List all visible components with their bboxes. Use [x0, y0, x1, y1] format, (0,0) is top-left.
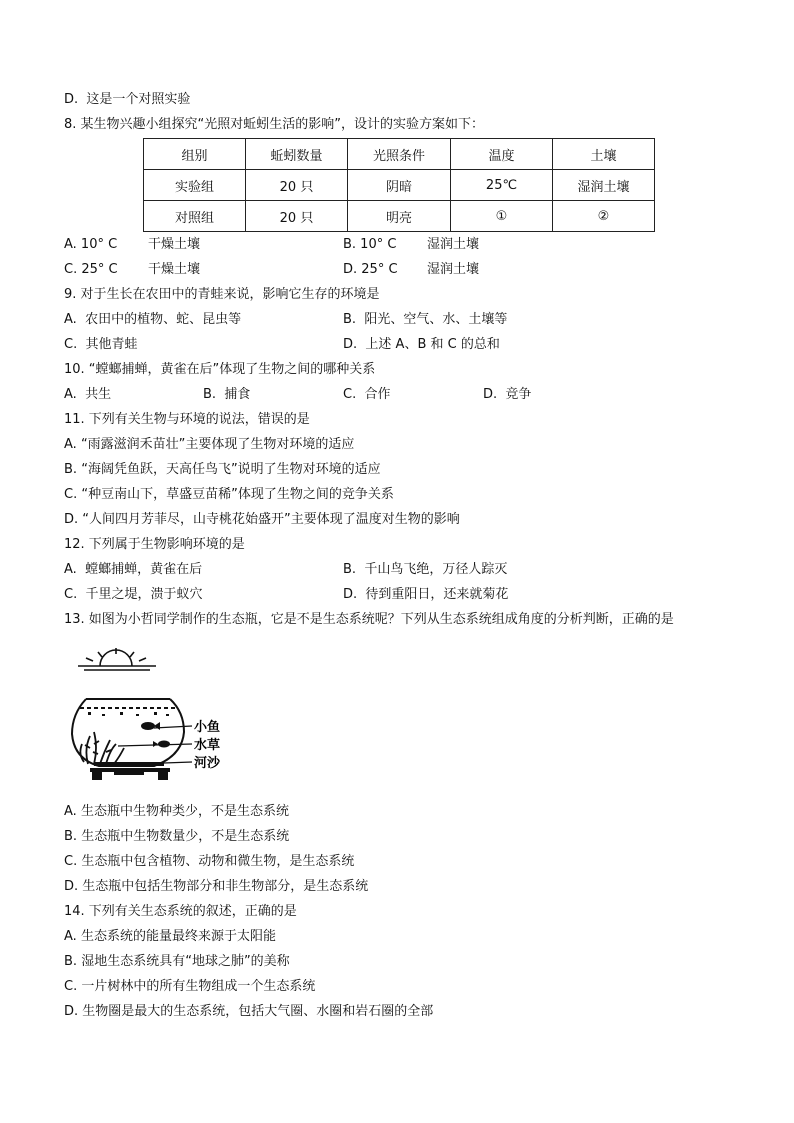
option-label: A. [64, 562, 77, 577]
option-label: C. [64, 337, 78, 352]
waterweed-icon [80, 732, 124, 764]
option-text: 湿地生态系统具有“地球之肺”的美称 [81, 954, 290, 969]
q14-option-d[interactable] [64, 1003, 433, 1021]
q11-option-d[interactable] [64, 511, 460, 529]
option-label: D. [64, 1004, 79, 1019]
table-cell: 明亮 [348, 201, 451, 232]
option-label: D. 25° C [343, 262, 398, 277]
waterweed-label: 水草 [194, 738, 221, 753]
q12-option-a[interactable] [64, 561, 202, 579]
option-label: A. 10° C [64, 237, 118, 252]
option-label: B. [64, 954, 78, 969]
option-text: 千山鸟飞绝，万径人踪灭 [364, 562, 508, 577]
q7-option-d [64, 91, 190, 109]
experiment-table [143, 138, 655, 232]
option-text: 捕食 [224, 387, 251, 402]
option-label: D. [343, 587, 358, 602]
option-label: A. [64, 387, 77, 402]
q12-option-d[interactable] [343, 586, 508, 604]
q12-option-b[interactable] [343, 561, 507, 579]
option-label: D. [483, 387, 498, 402]
option-label: D. [64, 92, 79, 107]
table-cell: 20 只 [246, 201, 348, 232]
table-header-cell: 蚯蚓数量 [246, 139, 348, 170]
label-pointers [118, 726, 192, 763]
q11-option-c[interactable] [64, 486, 394, 504]
table-row [144, 170, 655, 201]
q14-stem: 14. 下列有关生态系统的叙述，正确的是 [64, 904, 297, 919]
option-label: C. [64, 587, 78, 602]
option-label: A. [64, 312, 77, 327]
option-text: 生态瓶中生物种类少，不是生态系统 [80, 804, 289, 819]
q9-stem: 9. 对于生长在农田中的青蛙来说，影响它生存的环境是 [64, 287, 380, 302]
q8-stem: 8. 某生物兴趣小组探究“光照对蚯蚓生活的影响”，设计的实验方案如下： [64, 117, 485, 132]
option-text: 干燥土壤 [148, 237, 201, 252]
fish-label: 小鱼 [194, 720, 221, 735]
option-text: 生态瓶中包含植物、动物和微生物，是生态系统 [81, 854, 355, 869]
table-header-cell: 土壤 [553, 139, 655, 170]
option-text: 生物圈是最大的生态系统，包括大气圈、水圈和岩石圈的全部 [82, 1004, 434, 1019]
option-text: 合作 [364, 387, 391, 402]
option-text: 生态瓶中包括生物部分和非生物部分，是生态系统 [82, 879, 369, 894]
option-label: A. [64, 929, 77, 944]
option-text: “种豆南山下，草盛豆苗稀”体现了生物之间的竞争关系 [81, 487, 394, 502]
option-text: 螳螂捕蝉，黄雀在后 [85, 562, 203, 577]
bottle-icon [72, 699, 184, 766]
q14-option-a[interactable] [64, 928, 276, 946]
option-label: B. [343, 562, 357, 577]
option-label: B. [343, 312, 357, 327]
q8-option-b[interactable] [343, 236, 479, 254]
option-text: 农田中的植物、蛇、昆虫等 [85, 312, 242, 327]
q9-option-c[interactable] [64, 336, 138, 354]
q10-option-d[interactable] [483, 386, 531, 404]
option-text: 竞争 [505, 387, 532, 402]
q9-option-d[interactable] [343, 336, 500, 354]
q11-stem: 11. 下列有关生物与环境的说法，错误的是 [64, 412, 310, 427]
sand-icon [90, 762, 170, 780]
option-text: 一片树林中的所有生物组成一个生态系统 [81, 979, 316, 994]
option-label: A. [64, 437, 77, 452]
q12-option-c[interactable] [64, 586, 203, 604]
option-text: 湿润土壤 [427, 237, 480, 252]
table-cell: 20 只 [246, 170, 348, 201]
option-text: 阳光、空气、水、土壤等 [364, 312, 508, 327]
q13-option-c[interactable] [64, 853, 354, 871]
q10-stem: 10. “螳螂捕蝉，黄雀在后”体现了生物之间的哪种关系 [64, 362, 376, 377]
option-label: C. 25° C [64, 262, 118, 277]
q8-option-c[interactable] [64, 261, 200, 279]
q13-stem: 13. 如图为小哲同学制作的生态瓶，它是不是生态系统呢？下列从生态系统组成角度的分析判断，正确的是 [64, 612, 674, 627]
table-row [144, 201, 655, 232]
q9-option-b[interactable] [343, 311, 507, 329]
table-header-cell: 温度 [451, 139, 553, 170]
option-text: 上述 A、B 和 C 的总和 [365, 337, 500, 352]
sand-label: 河沙 [194, 756, 221, 771]
fish-icon [141, 722, 170, 748]
table-cell: 阴暗 [348, 170, 451, 201]
water-surface [88, 712, 169, 716]
option-text: 这是一个对照实验 [86, 92, 191, 107]
option-label: B. [203, 387, 217, 402]
table-header-row [144, 139, 655, 170]
table-header-cell: 组别 [144, 139, 246, 170]
option-text: 生态系统的能量最终来源于太阳能 [80, 929, 276, 944]
option-label: B. 10° C [343, 237, 397, 252]
q10-option-b[interactable] [203, 386, 250, 404]
q13-option-b[interactable] [64, 828, 289, 846]
option-label: D. [64, 879, 79, 894]
q13-option-a[interactable] [64, 803, 289, 821]
q14-option-b[interactable] [64, 953, 290, 971]
table-cell: ② [553, 201, 655, 232]
q11-option-b[interactable] [64, 461, 381, 479]
q14-option-c[interactable] [64, 978, 315, 996]
q9-option-a[interactable] [64, 311, 241, 329]
option-label: B. [64, 829, 78, 844]
option-text: 其他青蛙 [85, 337, 138, 352]
option-label: D. [64, 512, 79, 527]
option-text: 待到重阳日，还来就菊花 [365, 587, 509, 602]
option-text: 生态瓶中生物数量少，不是生态系统 [81, 829, 290, 844]
option-label: C. [64, 854, 78, 869]
q10-option-a[interactable] [64, 386, 111, 404]
option-label: D. [343, 337, 358, 352]
q12-stem: 12. 下列属于生物影响环境的是 [64, 537, 245, 552]
q8-option-a[interactable] [64, 236, 200, 254]
option-label: C. [343, 387, 357, 402]
q8-option-d[interactable] [343, 261, 479, 279]
table-cell: 湿润土壤 [553, 170, 655, 201]
option-label: C. [64, 487, 78, 502]
option-text: 千里之堤，溃于蚁穴 [85, 587, 203, 602]
table-cell: ① [451, 201, 553, 232]
table-cell: 对照组 [144, 201, 246, 232]
ecological-bottle-figure [64, 644, 239, 784]
option-text: 干燥土壤 [148, 262, 201, 277]
option-label: A. [64, 804, 77, 819]
table-cell: 25℃ [451, 170, 553, 201]
option-text: 共生 [85, 387, 112, 402]
table-header-cell: 光照条件 [348, 139, 451, 170]
q13-option-d[interactable] [64, 878, 368, 896]
option-text: 湿润土壤 [427, 262, 480, 277]
sun-icon [78, 648, 156, 670]
option-text: “雨露滋润禾苗壮”主要体现了生物对环境的适应 [80, 437, 355, 452]
q11-option-a[interactable] [64, 436, 354, 454]
option-label: C. [64, 979, 78, 994]
q10-option-c[interactable] [343, 386, 391, 404]
option-label: B. [64, 462, 78, 477]
table-cell: 实验组 [144, 170, 246, 201]
option-text: “人间四月芳菲尽，山寺桃花始盛开”主要体现了温度对生物的影响 [82, 512, 460, 527]
option-text: “海阔凭鱼跃，天高任鸟飞”说明了生物对环境的适应 [81, 462, 381, 477]
